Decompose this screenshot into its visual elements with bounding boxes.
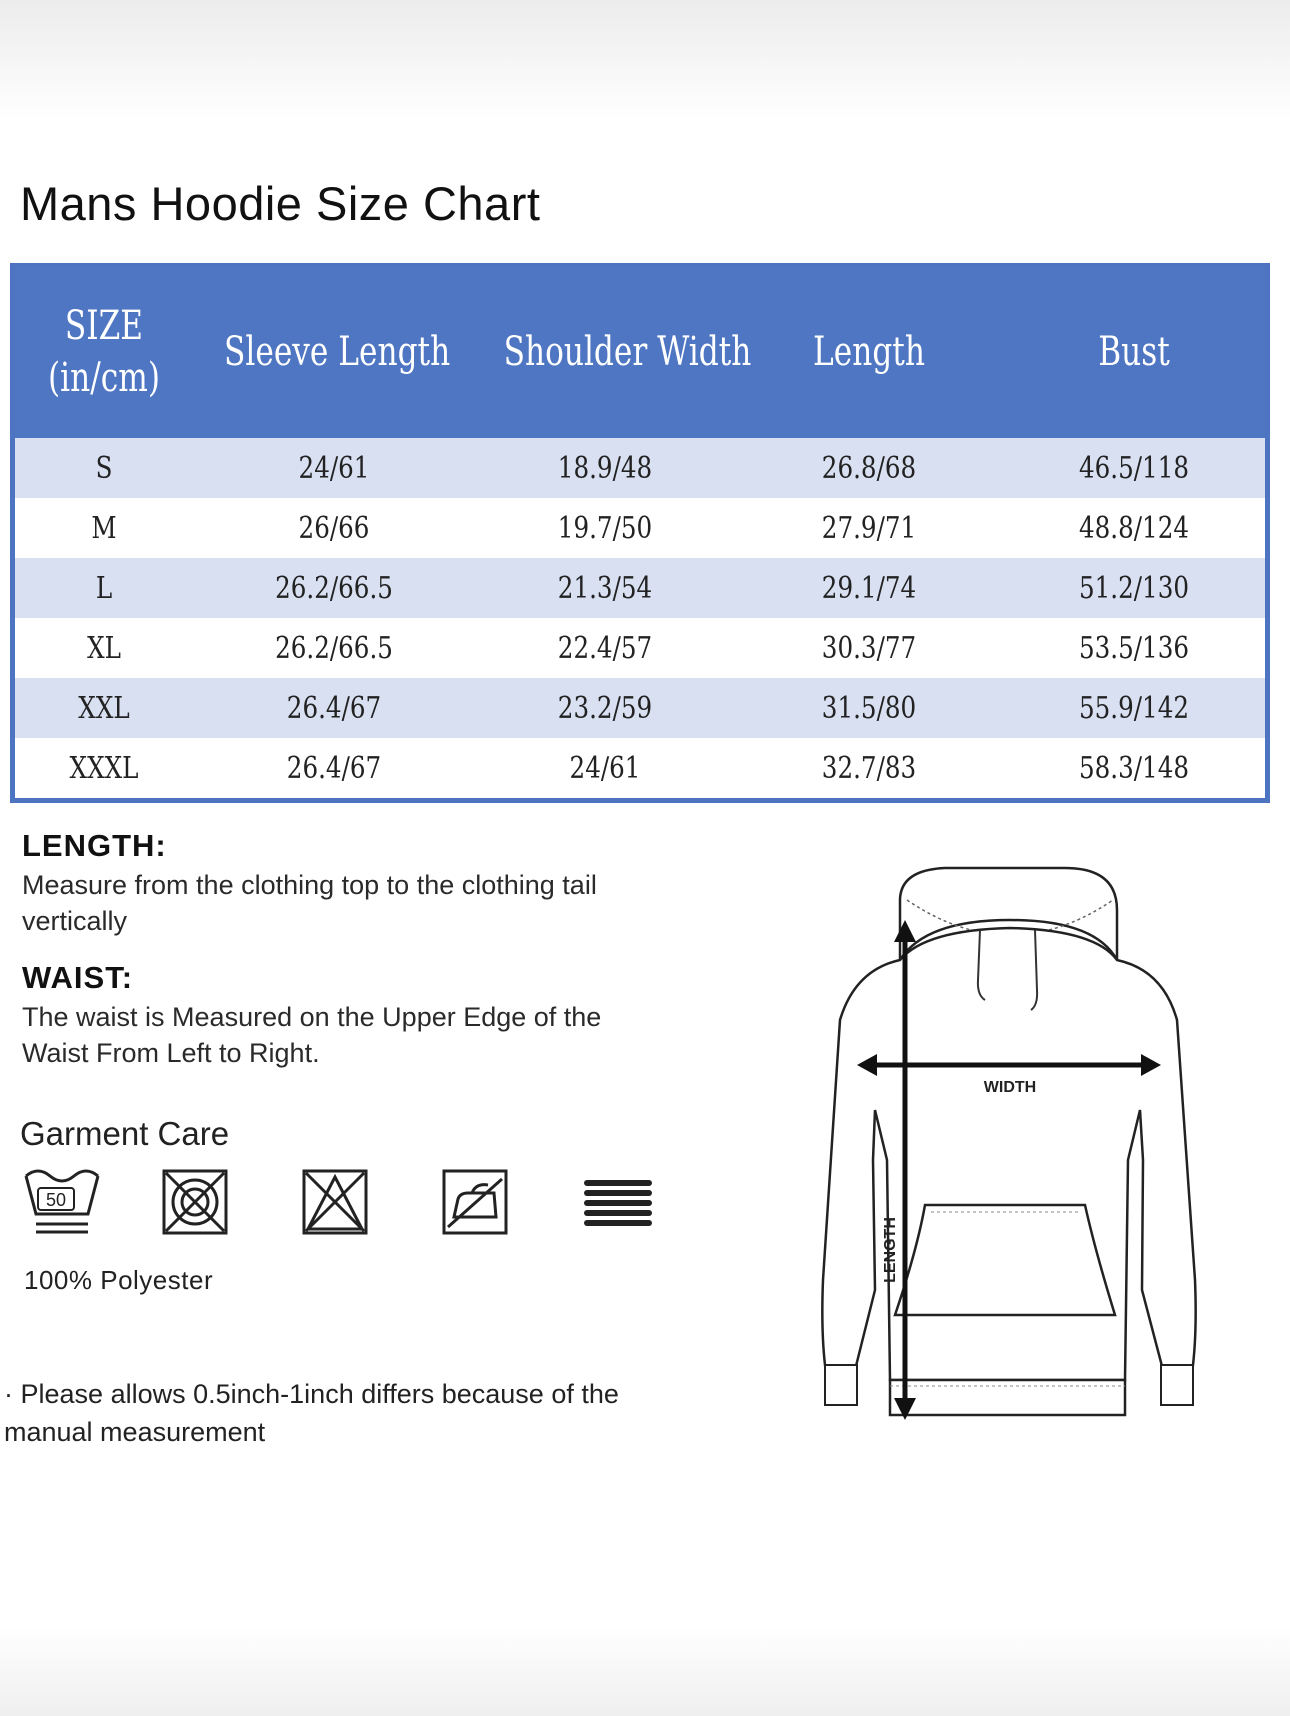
material-label: 100% Polyester xyxy=(24,1265,214,1295)
cell-sleeve: 26.4/67 xyxy=(286,750,382,786)
cell-shoulder: 21.3/54 xyxy=(557,570,653,606)
table-row xyxy=(15,618,1265,678)
header-sleeve-length: Sleeve Length xyxy=(224,329,451,375)
cell-shoulder: 22.4/57 xyxy=(557,630,653,666)
cell-length: 31.5/80 xyxy=(821,690,917,726)
wash-temp-label: 50 xyxy=(45,1190,67,1210)
hoodie-drawing xyxy=(795,860,1225,1430)
cell-length: 32.7/83 xyxy=(821,750,917,786)
cell-bust: 48.8/124 xyxy=(1078,510,1190,546)
top-fade xyxy=(0,0,1290,120)
table-row xyxy=(15,678,1265,738)
care-icons xyxy=(20,1162,720,1242)
cell-shoulder: 19.7/50 xyxy=(557,510,653,546)
cell-length: 30.3/77 xyxy=(821,630,917,666)
cell-sleeve: 26.2/66.5 xyxy=(275,630,393,666)
table-row xyxy=(15,558,1265,618)
garment-care-title: Garment Care xyxy=(20,1115,230,1152)
cell-length: 26.8/68 xyxy=(821,450,917,486)
cell-size: S xyxy=(95,450,113,486)
length-heading: LENGTH: xyxy=(22,828,167,863)
cell-sleeve: 26.2/66.5 xyxy=(275,570,393,606)
cell-shoulder: 24/61 xyxy=(569,750,641,786)
cell-bust: 46.5/118 xyxy=(1078,450,1190,486)
header-bust: Bust xyxy=(1098,329,1170,375)
cell-sleeve: 26/66 xyxy=(298,510,370,546)
length-label: LENGTH xyxy=(882,1217,899,1283)
note-bullet: · xyxy=(4,1379,13,1409)
dry-flat-icon xyxy=(580,1162,720,1242)
cell-size: L xyxy=(95,570,113,606)
cell-size: XXL xyxy=(78,690,130,726)
waist-description: The waist is Measured on the Upper Edge of the Waist From Left to Right. xyxy=(22,1002,602,1068)
cell-bust: 51.2/130 xyxy=(1078,570,1190,606)
table-header xyxy=(15,266,1265,438)
waist-heading: WAIST: xyxy=(22,960,134,995)
cell-sleeve: 26.4/67 xyxy=(286,690,382,726)
cell-bust: 58.3/148 xyxy=(1078,750,1190,786)
no-bleach-icon xyxy=(300,1162,440,1242)
length-description: Measure from the clothing top to the clothing tail vertically xyxy=(22,870,597,936)
header-size-line1: SIZE xyxy=(64,303,144,349)
cell-shoulder: 18.9/48 xyxy=(557,450,653,486)
width-label: WIDTH xyxy=(983,1079,1037,1096)
cell-bust: 55.9/142 xyxy=(1078,690,1190,726)
table-row xyxy=(15,738,1265,798)
cell-length: 29.1/74 xyxy=(821,570,917,606)
header-size xyxy=(35,300,174,404)
no-iron-icon xyxy=(440,1162,580,1242)
cell-size: XXXL xyxy=(69,750,139,786)
cell-sleeve: 24/61 xyxy=(298,450,370,486)
page-title: Mans Hoodie Size Chart xyxy=(20,177,541,230)
cell-length: 27.9/71 xyxy=(821,510,917,546)
cell-bust: 53.5/136 xyxy=(1078,630,1190,666)
bottom-fade xyxy=(0,1626,1290,1716)
cell-size: M xyxy=(91,510,117,546)
size-table xyxy=(10,263,1270,803)
table-row xyxy=(15,498,1265,558)
cell-size: XL xyxy=(87,630,121,666)
hoodie-diagram xyxy=(795,860,1225,1430)
header-size-line2: (in/cm) xyxy=(47,355,160,401)
header-shoulder-width: Shoulder Width xyxy=(503,329,752,375)
note-text: Please allows 0.5inch-1inch differs because of the manual measurement xyxy=(4,1379,619,1447)
wash-50-icon xyxy=(20,1162,160,1242)
table-row xyxy=(15,438,1265,498)
cell-shoulder: 23.2/59 xyxy=(557,690,653,726)
measurement-note xyxy=(4,1375,684,1451)
no-tumble-dry-icon xyxy=(160,1162,300,1242)
header-length: Length xyxy=(813,329,925,375)
